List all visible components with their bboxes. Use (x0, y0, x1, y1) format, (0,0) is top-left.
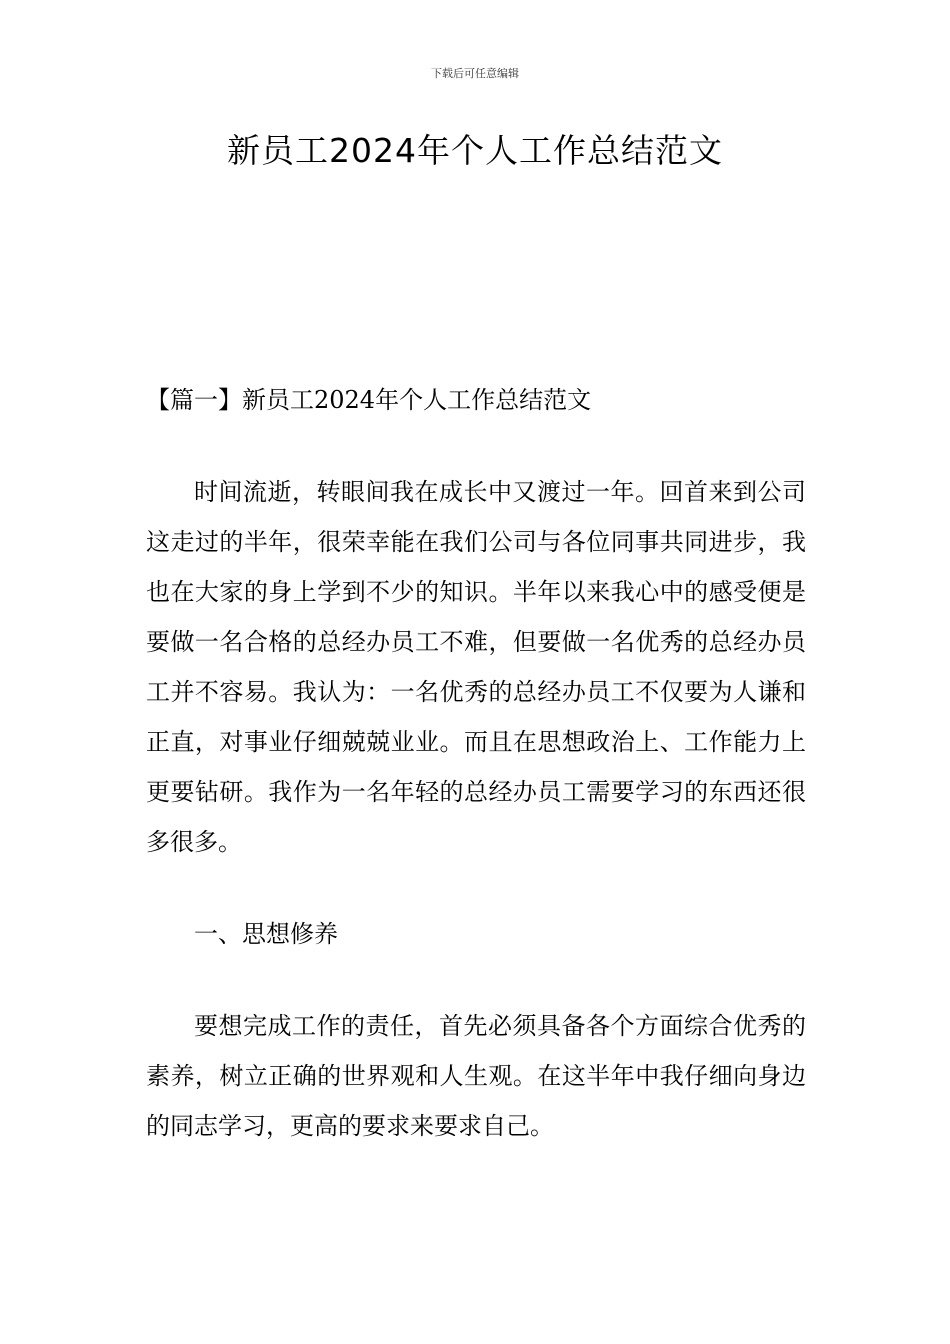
section-heading: 【篇一】新员工2024年个人工作总结范文 (146, 386, 592, 414)
spacer (146, 867, 806, 909)
subheading-ideology: 一、思想修养 (194, 920, 338, 948)
document-body (146, 375, 806, 1151)
spacer (146, 959, 806, 1001)
header-note: 下载后可任意编辑 (431, 67, 519, 80)
paragraph-intro: 时间流逝，转眼间我在成长中又渡过一年。回首来到公司这走过的半年，很荣幸能在我们公司与各位同事共同进步，我也在大家的身上学到不少的知识。半年以来我心中的感受便是要做一名合格的总经办员工不难，但要做一名优秀的总经办员工并不容易。我认为：一名优秀的总经办员工不仅要为人谦和正直，对事业仔细兢兢业业。而且在思想政治上、工作能力上更要钻研。我作为一名年轻的总经办员工需要学习的东西还很多很多。 (146, 478, 806, 856)
spacer (146, 425, 806, 467)
paragraph-ideology: 要想完成工作的责任，首先必须具备各个方面综合优秀的素养，树立正确的世界观和人生观。在这半年中我仔细向身边的同志学习，更高的要求来要求自己。 (146, 1012, 806, 1140)
document-title: 新员工2024年个人工作总结范文 (227, 131, 723, 170)
